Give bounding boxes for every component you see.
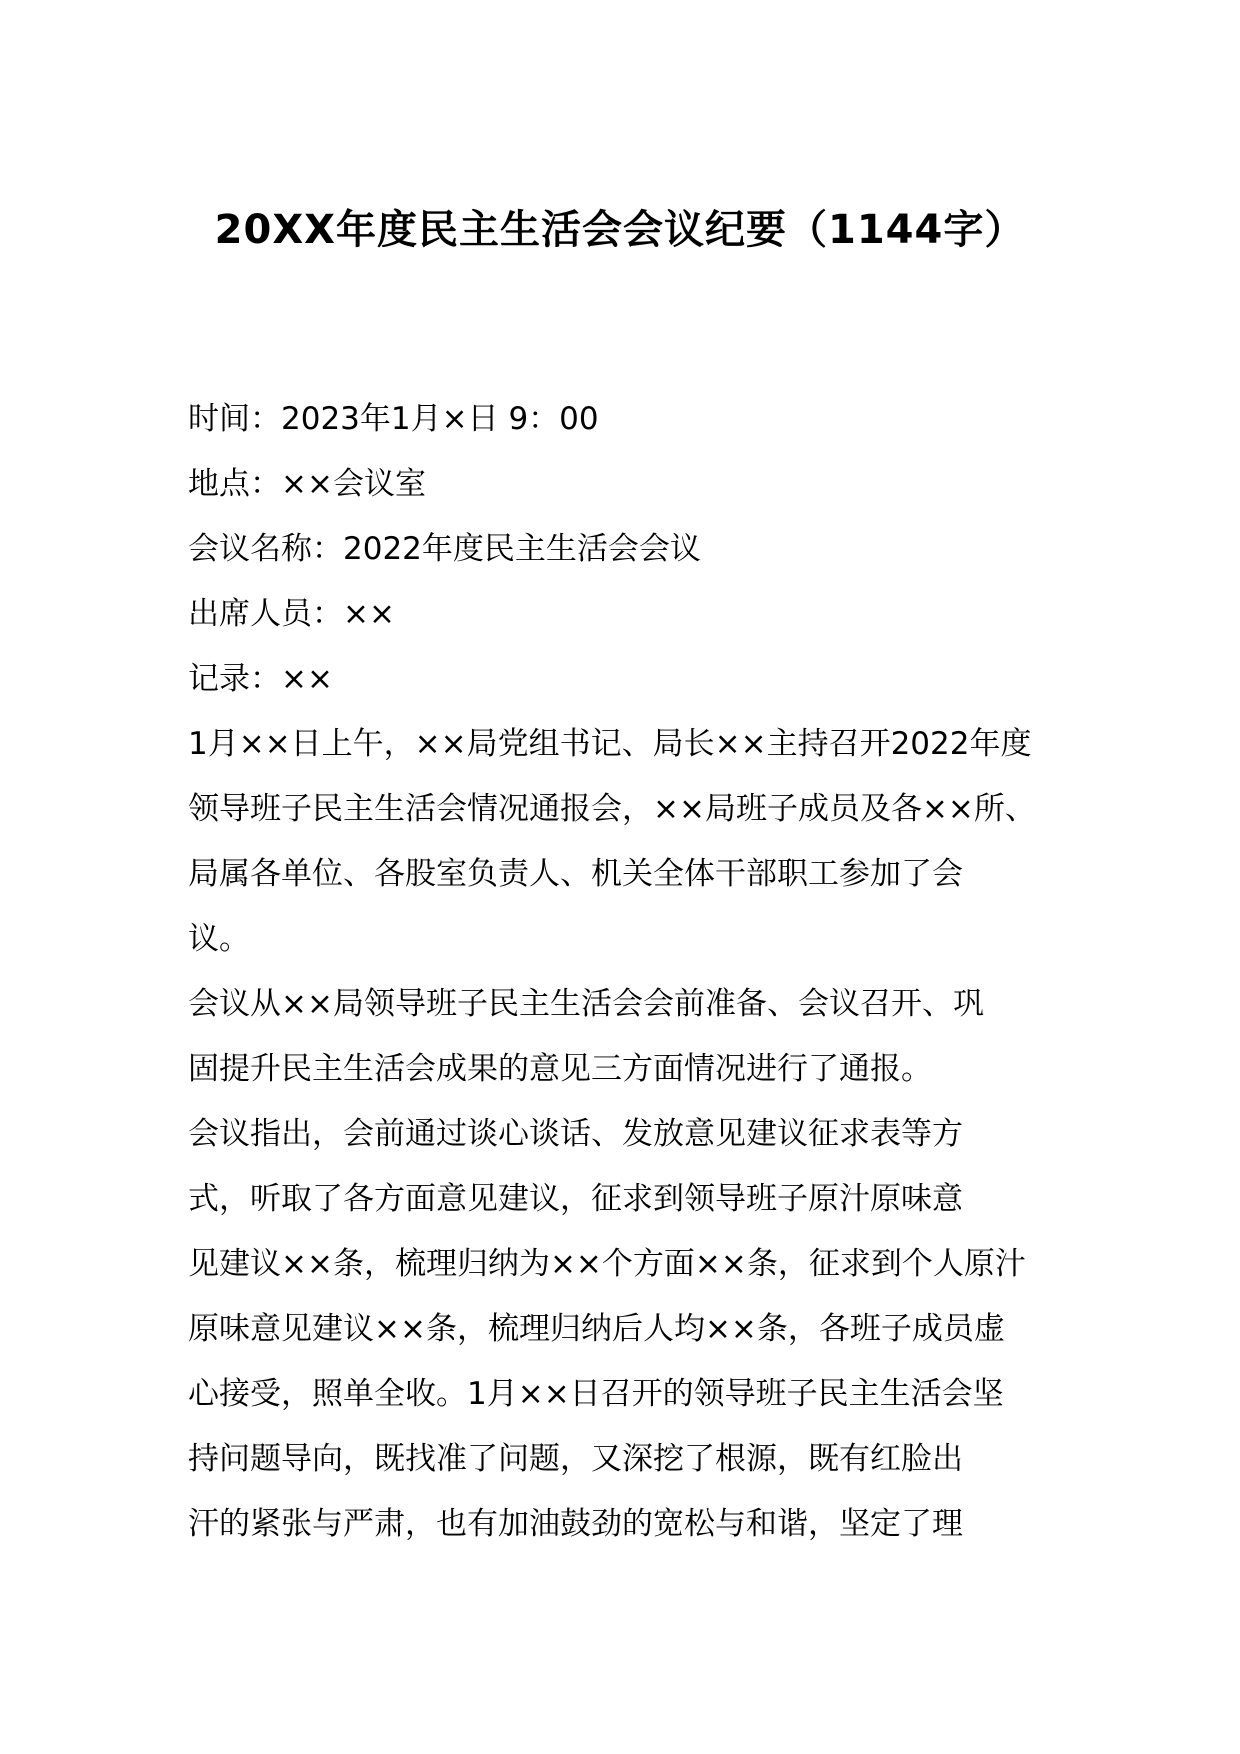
- paragraph-line: 会议从××局领导班子民主生活会会前准备、会议召开、巩: [188, 986, 984, 1022]
- meta-attendees: 出席人员：××: [188, 596, 395, 632]
- paragraph-line: 原味意见建议××条，梳理归纳后人均××条，各班子成员虚: [188, 1311, 1005, 1347]
- paragraph-3: [188, 1102, 1068, 1557]
- document-title: 20XX年度民主生活会会议纪要（1144字）: [214, 207, 1026, 253]
- document-body: [188, 387, 1068, 1557]
- paragraph-line: 会议指出，会前通过谈心谈话、发放意见建议征求表等方: [188, 1116, 963, 1152]
- paragraph-line: 1月××日上午，××局党组书记、局长××主持召开2022年度: [188, 726, 1032, 762]
- meta-meeting-name: 会议名称：2022年度民主生活会会议: [188, 531, 701, 567]
- paragraph-line: 汗的紧张与严肃，也有加油鼓劲的宽松与和谐，坚定了理: [188, 1506, 963, 1542]
- meta-time: 时间：2023年1月×日 9：00: [188, 401, 599, 437]
- paragraph-line: 固提升民主生活会成果的意见三方面情况进行了通报。: [188, 1051, 932, 1087]
- paragraph-line: 局属各单位、各股室负责人、机关全体干部职工参加了会: [188, 856, 963, 892]
- meta-location: 地点：××会议室: [188, 466, 426, 502]
- paragraph-line: 式，听取了各方面意见建议，征求到领导班子原汁原味意: [188, 1181, 963, 1217]
- meta-recorder: 记录：××: [188, 661, 333, 697]
- paragraph-line: 领导班子民主生活会情况通报会，××局班子成员及各××所、: [188, 791, 1036, 827]
- paragraph-line: 议。: [188, 921, 250, 957]
- paragraph-line: 持问题导向，既找准了问题，又深挖了根源，既有红脸出: [188, 1441, 963, 1477]
- paragraph-line: 见建议××条，梳理归纳为××个方面××条，征求到个人原汁: [188, 1246, 1026, 1282]
- paragraph-1: [188, 712, 1068, 972]
- paragraph-2: [188, 972, 1068, 1102]
- paragraph-line: 心接受，照单全收。1月××日召开的领导班子民主生活会坚: [188, 1376, 1004, 1412]
